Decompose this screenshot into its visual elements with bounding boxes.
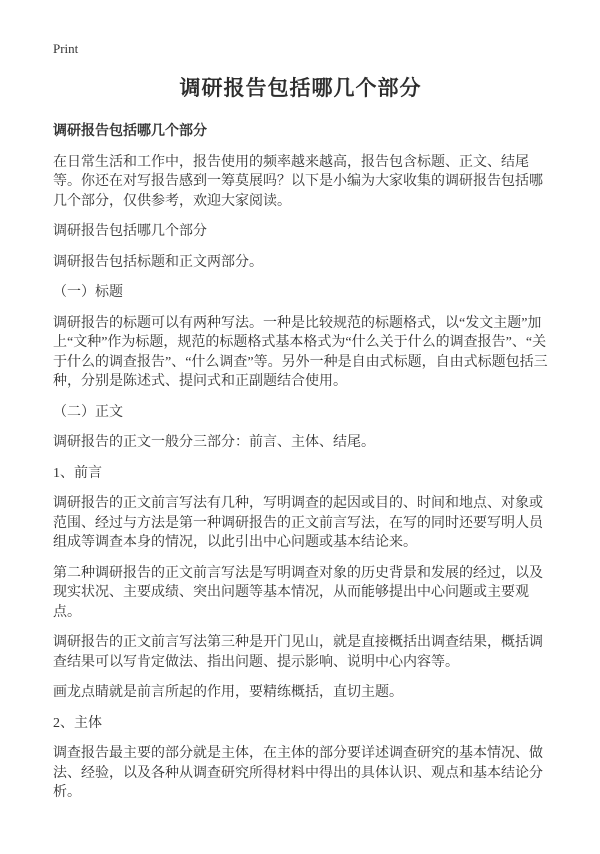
section-heading-body: （二）正文: [53, 404, 123, 420]
foreword-method2-paragraph: 第二种调研报告的正文前言写法是写明调查对象的历史背景和发展的经过，以及现实状况、主要成绩、突出问题等基本情况，从而能够提出中心问题或主要观点。: [53, 565, 543, 620]
summary-line: 调研报告包括标题和正文两部分。: [53, 254, 263, 270]
foreword-summary-line: 画龙点睛就是前言所起的作用，要精练概括，直切主题。: [53, 685, 403, 700]
main-body-paragraph: 调查报告最主要的部分就是主体，在主体的部分要详述调查研究的基本情况、做法、经验，以及各种从调查研究所得材料中得出的具体认识、观点和基本结论分析。: [53, 746, 543, 800]
foreword-method3-paragraph: 调研报告的正文前言写法第三种是开门见山，就是直接概括出调查结果，概括调查结果可以写肯定做法、指出问题、提示影响、说明中心内容等。: [53, 635, 543, 670]
intro-paragraph: 在日常生活和工作中，报告使用的频率越来越高，报告包含标题、正文、结尾等。你还在对写报告感到一筹莫展吗？以下是小编为大家收集的调研报告包括哪几个部分，仅供参考，欢迎大家阅读。: [53, 154, 543, 209]
section-heading-foreword: 1、前言: [53, 465, 102, 481]
body-parts-line: 调研报告的正文一般分三部分：前言、主体、结尾。: [53, 435, 375, 450]
title-format-paragraph: 调研报告的标题可以有两种写法。一种是比较规范的标题格式，以“发文主题”加上“文种”作为标题，规范的标题格式基本格式为“什么关于什么的调查报告”、“关于什么的调查报告”、“什么调查”等。另外一种是自由式标题，自由式标题包括三种，分别是陈述式、提问式和正副题结合使用。: [53, 315, 548, 389]
article-body: [53, 122, 548, 803]
article-subheading: 调研报告包括哪几个部分: [53, 124, 207, 139]
section-heading-title: （一）标题: [53, 285, 123, 300]
repeat-title-line: 调研报告包括哪几个部分: [53, 224, 207, 239]
foreword-method1-paragraph: 调研报告的正文前言写法有几种，写明调查的起因或目的、时间和地点、对象或范围、经过与方法是第一种调研报告的正文前言写法，在写的同时还要写明人员组成等调查本身的情况，以此引出中心问题或基本结论来。: [53, 496, 543, 550]
page-title: 调研报告包括哪几个部分: [179, 76, 422, 100]
print-link[interactable]: Print: [53, 41, 79, 56]
section-heading-main-body: 2、主体: [53, 715, 102, 731]
